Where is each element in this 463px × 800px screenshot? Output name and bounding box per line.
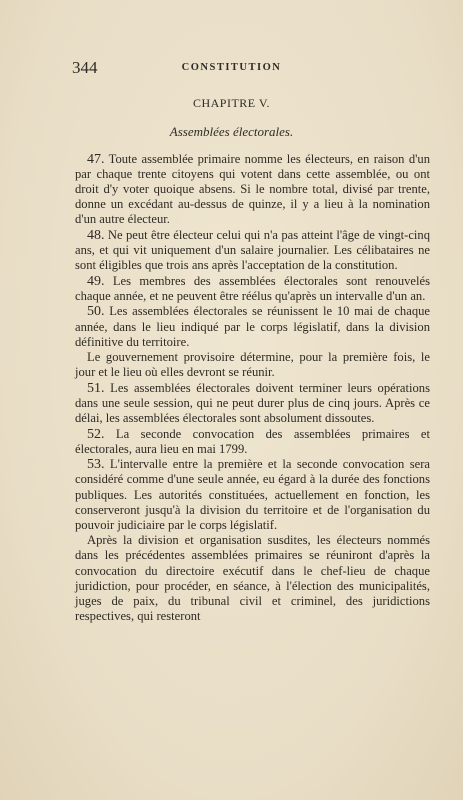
article-text: L'intervalle entre la première et la seconde convocation sera considéré comme d'une seule année, eu égard à la durée des fonctions publiques. Les autorités constituées, actuellement en fonction, les conserveront jusqu'à la division du territoire et de l'organisation du pouvoir judiciaire par le corps législatif.: [75, 457, 430, 532]
article-text: Les assemblées électorales se réunissent le 10 mai de chaque année, dans le lieu indiqué par le corps législatif, dans la division définitive du territoire.: [75, 304, 430, 349]
article-text: Les membres des assemblées électorales sont renouvelés chaque année, et ne peuvent être réélus qu'après un intervalle d'un an.: [75, 273, 430, 303]
article-paragraph: [75, 350, 430, 380]
article-number: 53.: [87, 457, 105, 473]
article-text: Le gouvernement provisoire détermine, pour la première fois, le jour et le lieu où elles devront se réunir.: [75, 350, 430, 380]
article-paragraph: [75, 427, 430, 457]
article-paragraph: [75, 304, 430, 349]
page-number: 344: [72, 58, 98, 77]
article-paragraph: [75, 457, 430, 532]
article-number: 51.: [87, 380, 105, 396]
article-paragraph: [75, 228, 430, 273]
article-number: 47.: [87, 152, 105, 167]
section-title: Assemblées électorales.: [169, 124, 294, 139]
article-paragraph: [75, 381, 430, 426]
article-text: Ne peut être électeur celui qui n'a pas atteint l'âge de vingt-cinq ans, et qui vit uniquement d'un salaire journalier. Les célibataires ne sont éligibles que trois ans après l'acceptation de la constitution.: [75, 227, 430, 273]
article-paragraph: [75, 533, 430, 624]
article-number: 50.: [87, 304, 105, 320]
running-title: CONSTITUTION: [181, 62, 282, 73]
body-text: [75, 152, 430, 624]
article-paragraph: [75, 274, 430, 304]
chapter-title: CHAPITRE V.: [192, 96, 271, 110]
article-text: Les assemblées électorales doivent terminer leurs opérations dans une seule session, qui ne peut durer plus de cinq jours. Après ce délai, les assemblées électorales sont absolument dissoutes.: [75, 380, 430, 426]
running-head: [0, 58, 463, 80]
article-number: 52.: [87, 426, 105, 442]
article-number: 48.: [87, 227, 105, 243]
article-text: Toute assemblée primaire nomme les électeurs, en raison d'un par chaque trente citoyens qui votent dans cette assemblée, ou ont droit d'y voter quoique absens. Si le nombre total, divisé par trente, donne un excédant au-dessus de quinze, il y a lieu à la nomination d'un autre électeur.: [75, 152, 430, 227]
article-text: Après la division et organisation susdites, les électeurs nommés dans les précédentes assemblées primaires se réuniront d'après la convocation du directoire exécutif dans le chef-lieu de chaque juridiction, pour procéder, en séance, à l'élection des municipalités, juges de paix, du tribunal civil et criminel, des juridictions respectives, qui resteront: [75, 533, 430, 623]
article-text: La seconde convocation des assemblées primaires et électorales, aura lieu en mai 1799.: [75, 426, 430, 456]
article-paragraph: [75, 152, 430, 227]
article-number: 49.: [87, 273, 105, 289]
